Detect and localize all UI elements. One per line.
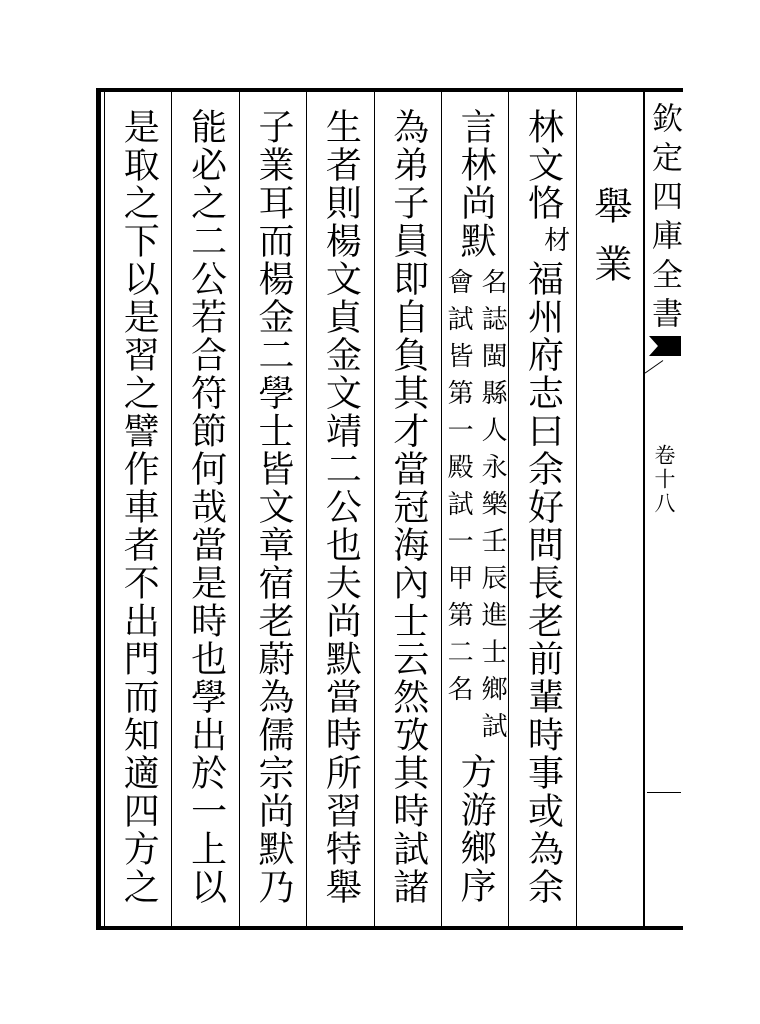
column-7	[104, 92, 171, 926]
column-text: 生者則楊文貞金文靖二公也夫尚默當時所習特舉	[320, 108, 362, 906]
volume-number: 卷十八	[652, 444, 676, 516]
column-text: 福州府志曰余好問長老前輩時事或為余	[522, 260, 564, 906]
column-text: 為弟子員即自負其才當冠海內士云然攷其時試諸	[387, 108, 429, 906]
column-text: 子業耳而楊金二學士皆文章宿老蔚為儒宗尚默乃	[252, 108, 294, 906]
column-2	[441, 92, 508, 926]
annotation-left: 會試皆第一殿試一甲第二名	[443, 268, 474, 712]
annotation-right: 名誌閩縣人永樂壬辰進士鄉試	[477, 268, 508, 749]
text-frame	[96, 88, 645, 930]
center-fold-strip	[645, 88, 683, 930]
column-4	[306, 92, 373, 926]
column-text-start: 言林尚默	[455, 108, 497, 260]
column-1	[508, 92, 575, 926]
column-text: 是取之下以是習之譬作車者不出門而知適四方之	[118, 108, 160, 906]
fishtail-stroke	[645, 360, 664, 373]
book-title: 欽定四庫全書	[646, 102, 682, 336]
column-5	[239, 92, 306, 926]
section-heading: 舉業	[587, 186, 632, 302]
column-3	[374, 92, 441, 926]
interlinear-annotation	[443, 268, 508, 749]
author-note: 材	[539, 226, 570, 252]
fold-divider	[647, 792, 681, 793]
column-6	[171, 92, 238, 926]
author-name: 林文恪	[522, 108, 564, 222]
column-text-end: 方游鄉序	[455, 753, 497, 905]
column-heading	[576, 92, 643, 926]
fishtail-mark-icon	[649, 336, 681, 356]
column-text: 能必之二公若合符節何哉當是時也學出於一上以	[185, 108, 227, 906]
